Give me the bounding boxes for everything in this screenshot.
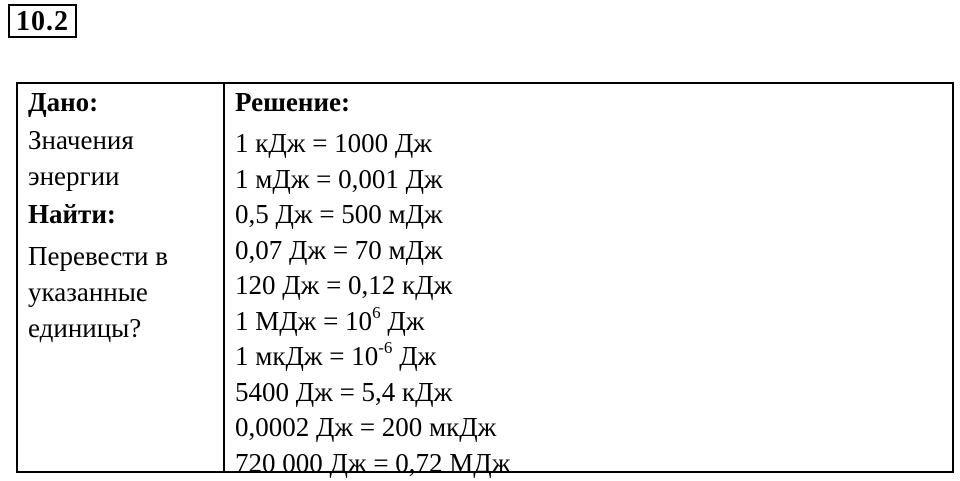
solution-line: 120 Дж = 0,12 кДж	[235, 268, 952, 304]
solution-line-main: 1 МДж = 10	[235, 306, 372, 336]
solution-lines	[235, 126, 952, 481]
task-table	[16, 82, 954, 473]
solution-line: 0,0002 Дж = 200 мкДж	[235, 410, 952, 446]
solution-line	[235, 304, 952, 340]
exponent: -6	[378, 338, 392, 357]
solution-line-unit: Дж	[392, 341, 436, 371]
solution-line-main: 1 мкДж = 10	[235, 341, 378, 371]
find-text-line: Перевести в	[28, 238, 223, 274]
find-heading: Найти:	[28, 198, 223, 230]
find-text-line: указанные	[28, 274, 223, 310]
solution-line: 5400 Дж = 5,4 кДж	[235, 375, 952, 411]
solution-line: 0,5 Дж = 500 мДж	[235, 197, 952, 233]
given-text	[28, 122, 223, 194]
given-column	[18, 84, 225, 471]
given-heading: Дано:	[28, 86, 223, 118]
solution-line: 1 кДж = 1000 Дж	[235, 126, 952, 162]
solution-line: 1 мДж = 0,001 Дж	[235, 162, 952, 198]
exponent: 6	[372, 303, 381, 322]
given-text-line: Значения	[28, 122, 223, 158]
solution-line-unit: Дж	[381, 306, 425, 336]
find-text-line: единицы?	[28, 310, 223, 346]
solution-line: 0,07 Дж = 70 мДж	[235, 233, 952, 269]
solution-column	[225, 84, 952, 471]
given-text-line: энергии	[28, 158, 223, 194]
find-text	[28, 238, 223, 346]
solution-heading: Решение:	[235, 86, 952, 118]
solution-line: 720 000 Дж = 0,72 МДж	[235, 446, 952, 481]
solution-line	[235, 339, 952, 375]
problem-number: 10.2	[8, 4, 77, 38]
